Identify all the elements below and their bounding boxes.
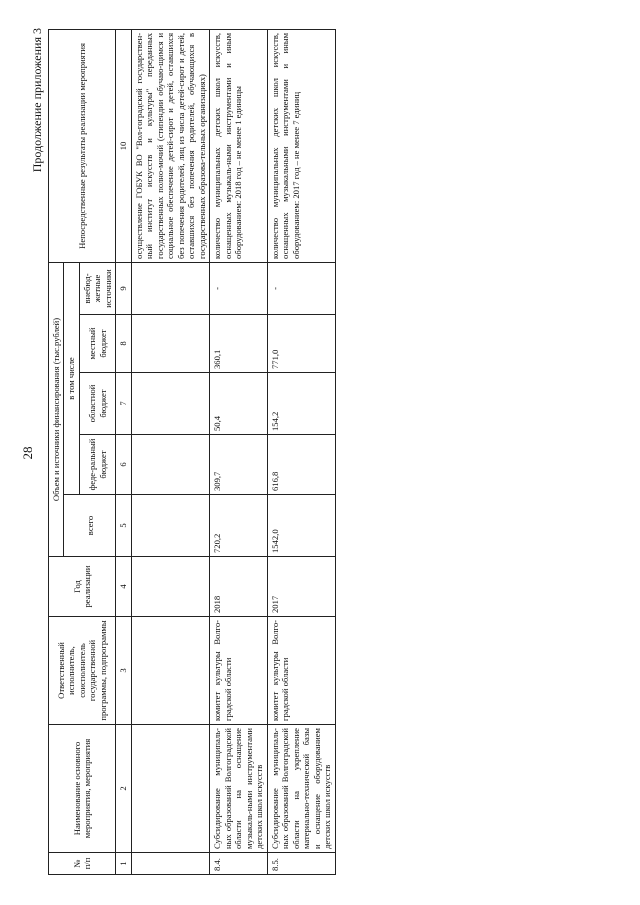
header-executor: Ответственный исполнитель, соисполнитель государственной программы, подпрограммы bbox=[49, 617, 116, 725]
row-number: 8.4. bbox=[210, 853, 267, 875]
row-name: Субсидирование муниципаль-ных образований Волгоградской области на укрепление материально-технической базы и оснащение оборудованием детских школ искусств bbox=[267, 725, 335, 853]
row-number: 8.5. bbox=[267, 853, 335, 875]
column-number: 9 bbox=[116, 262, 131, 314]
column-number: 8 bbox=[116, 315, 131, 373]
header-in-that: в том числе bbox=[64, 262, 79, 494]
column-number: 7 bbox=[116, 373, 131, 435]
table-row bbox=[131, 29, 209, 874]
column-number-row bbox=[116, 29, 131, 874]
row-local: 771,0 bbox=[267, 315, 335, 373]
row-federal: 616,8 bbox=[267, 435, 335, 495]
continuation-label: Продолжение приложения 3 bbox=[30, 28, 44, 173]
row-executor: комитет культуры Волго-градской области bbox=[210, 617, 267, 725]
header-total: всего bbox=[64, 495, 116, 557]
row-regional: 154,2 bbox=[267, 373, 335, 435]
row-total: 720,2 bbox=[210, 495, 267, 557]
row-federal: 309,7 bbox=[210, 435, 267, 495]
row-name: Субсидирование муниципаль-ных образований Волгоградской области на оснащение музыкаль-ными инструментами детских школ искусств bbox=[210, 725, 267, 853]
header-no: № п/п bbox=[49, 853, 116, 875]
row-extrabudget: - bbox=[210, 262, 267, 314]
header-extrabudget: внебюд-жетные источники bbox=[79, 262, 115, 314]
header-local: местный бюджет bbox=[79, 315, 115, 373]
header-name: Наименование основного мероприятия, мероприятия bbox=[49, 725, 116, 853]
header-row-1 bbox=[49, 29, 64, 874]
row-executor: комитет культуры Волго-градской области bbox=[267, 617, 335, 725]
row-regional: 50,4 bbox=[210, 373, 267, 435]
page-number: 28 bbox=[20, 446, 35, 460]
table-row bbox=[267, 29, 335, 874]
row-year: 2017 bbox=[267, 557, 335, 617]
row-local: 360,1 bbox=[210, 315, 267, 373]
header-financing: Объем и источники финансирования (тыс.рублей) bbox=[49, 262, 64, 556]
column-number: 6 bbox=[116, 435, 131, 495]
continued-result-text: осуществление ГОБУК ВО "Вол-гоградский государствен-ный институт искусств и культуры" переданных государственных полно-мочий (стипендии обучаю-щимся и социальное обеспечение детей-сирот и детей, оставшихся без попечения родителей, лиц из числа детей-сирот и детей, оставшихся без попечения родителей, обучающихся в государственных образова-тельных организациях) bbox=[131, 29, 209, 262]
header-federal: феде-ральный бюджет bbox=[79, 435, 115, 495]
header-results: Непосредственные результаты реализации мероприятия bbox=[49, 29, 116, 262]
column-number: 1 bbox=[116, 853, 131, 875]
column-number: 2 bbox=[116, 725, 131, 853]
row-total: 1542,0 bbox=[267, 495, 335, 557]
row-result: количество муниципальных детских школ искусств, оснащенных музыкаль-ными инструментами и иным оборудованием: 2018 год – не менее 1 единицы bbox=[210, 29, 267, 262]
column-number: 4 bbox=[116, 557, 131, 617]
row-year: 2018 bbox=[210, 557, 267, 617]
row-result: количество муниципальных детских школ искусств, оснащенных музыкальными инструментами и иным оборудованием: 2017 год – не менее 7 единиц bbox=[267, 29, 335, 262]
column-number: 3 bbox=[116, 617, 131, 725]
column-number: 10 bbox=[116, 29, 131, 262]
header-year: Год реализации bbox=[49, 557, 116, 617]
column-number: 5 bbox=[116, 495, 131, 557]
header-regional: областной бюджет bbox=[79, 373, 115, 435]
table-row bbox=[210, 29, 267, 874]
financing-table bbox=[48, 29, 336, 875]
row-extrabudget: - bbox=[267, 262, 335, 314]
